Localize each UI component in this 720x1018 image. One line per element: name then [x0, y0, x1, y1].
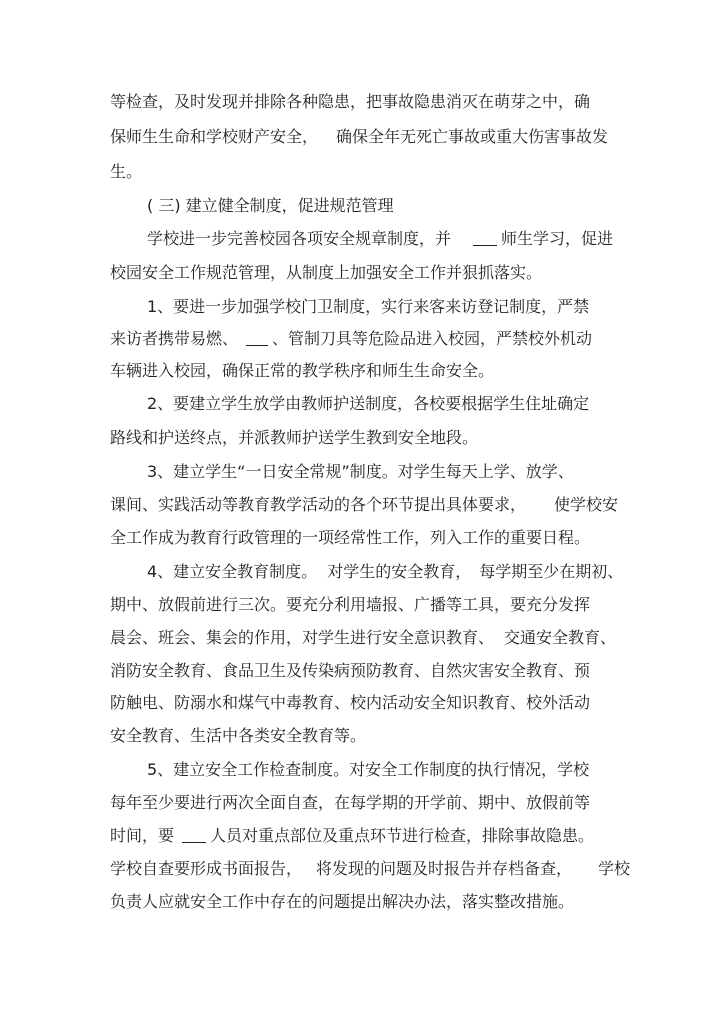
text-line: 生。: [110, 162, 143, 181]
text-line: 校园安全工作规范管理，从制度上加强安全工作并狠抓落实。: [110, 263, 543, 282]
text-line: 来访者携带易燃、 、管制刀具等危险品进入校园，严禁校外机动: [110, 329, 593, 348]
text-line: 3、建立学生“一日安全常规”制度。对学生每天上学、放学、: [147, 462, 574, 481]
text-line: 学校进一步完善校园各项安全规章制度，并 师生学习，促进: [147, 229, 614, 248]
text-line: 全工作成为教育行政管理的一项经常性工作，列入工作的重要日程。: [110, 528, 591, 547]
section-heading: ( 三) 建立健全制度，促进规范管理: [147, 196, 394, 215]
text-line: 时间，要 人员对重点部位及重点环节进行检查，排除事故隐患。: [110, 826, 595, 845]
text-line: 学校自查要形成书面报告， 将发现的问题及时报告并存档备查， 学校: [110, 859, 631, 878]
blank-line: [246, 331, 268, 346]
text-line: 负责人应就安全工作中存在的问题提出解决办法，落实整改措施。: [110, 892, 575, 911]
text-line: 消防安全教育、食品卫生及传染病预防教育、自然灾害安全教育、预: [110, 661, 591, 680]
text-line: 每年至少要进行两次全面自查，在每学期的开学前、期中、放假前等: [110, 793, 591, 812]
text-line: 课间、实践活动等教育教学活动的各个环节提出具体要求， 使学校安: [110, 495, 619, 514]
text-line: 等检查，及时发现并排除各种隐患，把事故隐患消灭在萌芽之中，确: [110, 92, 591, 111]
text-line: 1、要进一步加强学校门卫制度，实行来客来访登记制度，严禁: [147, 297, 590, 316]
blank-line: [473, 231, 497, 246]
text-line: 2、要建立学生放学由教师护送制度，各校要根据学生住址确定: [147, 394, 590, 413]
text-line: 路线和护送终点，并派教师护送学生教到安全地段。: [110, 428, 479, 447]
text-line: 车辆进入校园，确保正常的教学秩序和师生生命安全。: [110, 361, 495, 380]
blank-line: [182, 828, 206, 843]
text-line: 4、建立安全教育制度。 对学生的安全教育， 每学期至少在期初、: [147, 562, 624, 581]
text-line: 晨会、班会、集会的作用，对学生进行安全意识教育、 交通安全教育、: [110, 628, 617, 647]
text-line: 期中、放假前进行三次。要充分利用墙报、广播等工具，要充分发挥: [110, 595, 591, 614]
text-line: 5、建立安全工作检查制度。对安全工作制度的执行情况，学校: [147, 760, 590, 779]
text-line: 防触电、防溺水和煤气中毒教育、校内活动安全知识教育、校外活动: [110, 693, 591, 712]
text-line: 保师生生命和学校财产安全， 确保全年无死亡事故或重大伤害事故发: [110, 127, 609, 146]
text-line: 安全教育、生活中各类安全教育等。: [110, 726, 367, 745]
